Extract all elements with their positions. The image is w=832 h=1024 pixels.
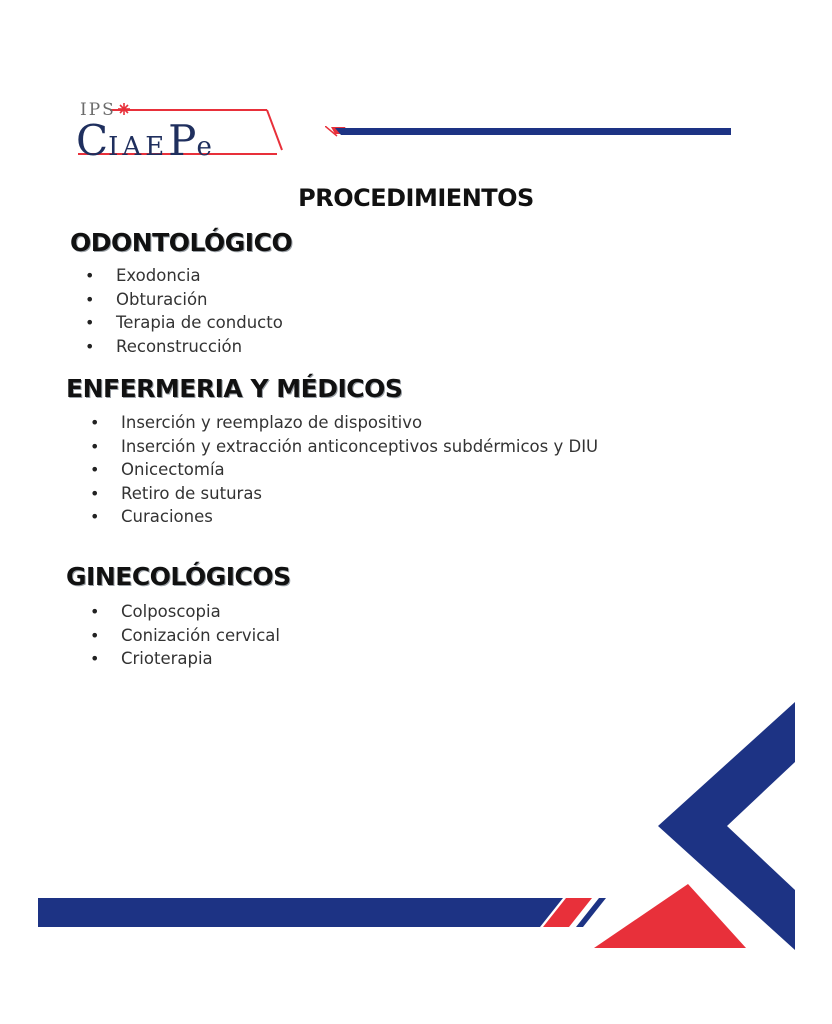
page-title: PROCEDIMIENTOS	[298, 184, 534, 212]
list-item: • Exodoncia	[116, 264, 283, 288]
section-title-odontologico: ODONTOLÓGICO	[70, 228, 293, 257]
section-title-enfermeria: ENFERMERIA Y MÉDICOS	[66, 374, 403, 403]
logo-letter-e: e	[196, 132, 216, 162]
list-item: • Crioterapia	[121, 647, 280, 671]
list-item: • Onicectomía	[121, 458, 598, 482]
logo-prefix: IPS	[80, 100, 116, 120]
list-item: • Conización cervical	[121, 624, 280, 648]
list-item: • Terapia de conducto	[116, 311, 283, 335]
logo-letter-c: C	[76, 116, 109, 165]
list-item: • Retiro de suturas	[121, 482, 598, 506]
list-item: • Curaciones	[121, 505, 598, 529]
logo-letters-iae: IAE	[108, 132, 169, 162]
red-triangle-shape	[594, 884, 746, 948]
section-title-ginecologicos: GINECOLÓGICOS	[66, 562, 291, 591]
list-item: • Inserción y reemplazo de dispositivo	[121, 411, 598, 435]
list-item: • Obturación	[116, 288, 283, 312]
list-item: • Reconstrucción	[116, 335, 283, 359]
bottom-navy-bar	[38, 898, 563, 927]
list-item: • Inserción y extracción anticonceptivos subdérmicos y DIU	[121, 435, 598, 459]
list-item: • Colposcopia	[121, 600, 280, 624]
logo-letter-p: P	[168, 116, 197, 165]
